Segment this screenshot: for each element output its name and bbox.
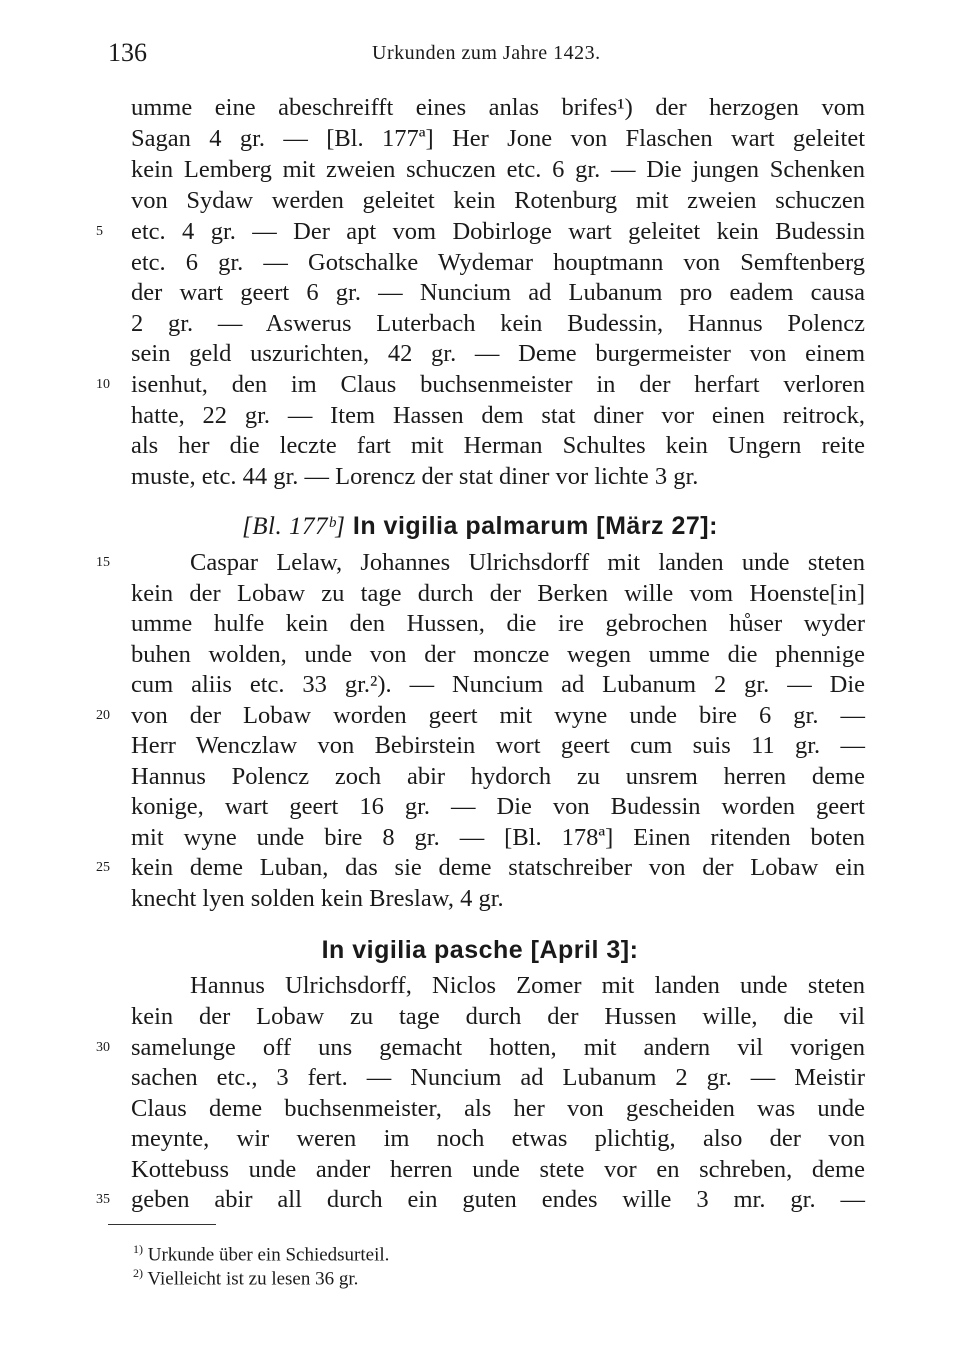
footnote-text: Vielleicht ist zu lesen 36 gr. [147,1268,359,1290]
text-line: muste, etc. 44 gr. — Lorencz der stat diner vor lichte 3 gr. [131,463,699,490]
text-line: kein deme Luban, das sie deme statschreiber von der Lobaw ein [131,854,865,881]
text-line: kein der Lobaw zu tage durch der Hussen wille, die vil [131,1003,865,1030]
text-line: kein Lemberg mit zweien schuczen etc. 6 gr. — Die jungen Schenken [131,156,865,183]
text-line: als her die leczte fart mit Herman Schultes kein Ungern reite [131,432,865,459]
text-line: 2 gr. — Aswerus Luterbach kein Budessin, Hannus Polencz [131,310,865,337]
footnote-2 [133,1262,358,1290]
section-heading-palmarum [0,512,960,541]
text-line: buhen wolden, unde von der moncze wegen umme die phennige [131,641,865,668]
text-line: von der Lobaw worden geert mit wyne unde bire 6 gr. — [131,702,865,729]
text-line: umme hulfe kein den Hussen, die ire gebrochen hůser wyder [131,610,865,637]
text-line: sein geld uszurichten, 42 gr. — Deme burgermeister von einem [131,340,865,367]
text-line: isenhut, den im Claus buchsenmeister in der herfart verloren [131,371,865,398]
footnote-mark: 2) [133,1266,143,1280]
footnote-divider [108,1224,216,1225]
running-title: Urkunden zum Jahre 1423. [372,42,601,64]
text-line: kein der Lobaw zu tage durch der Berken wille vom Hoenste[in] [131,580,865,607]
text-line: der wart geert 6 gr. — Nuncium ad Lubanum pro eadem causa [131,279,865,306]
text-line: Caspar Lelaw, Johannes Ulrichsdorff mit landen unde steten [190,549,865,576]
text-line: Hannus Ulrichsdorff, Niclos Zomer mit landen unde steten [190,972,865,999]
text-line: von Sydaw werden geleitet kein Rotenburg mit zweien schuczen [131,187,865,214]
text-line: Kottebuss unde ander herren unde stete vor en schreben, deme [131,1156,865,1183]
text-line: Claus deme buchsenmeister, als her von gescheiden was unde [131,1095,865,1122]
text-line: sachen etc., 3 fert. — Nuncium ad Lubanum 2 gr. — Meistir [131,1064,865,1091]
text-line: Sagan 4 gr. — [Bl. 177ª] Her Jone von Flaschen wart geleitet [131,125,865,152]
text-line: konige, wart geert 16 gr. — Die von Budessin worden geert [131,793,865,820]
footnote-text: Urkunde über ein Schiedsurteil. [147,1244,390,1266]
text-line: etc. 6 gr. — Gotschalke Wydemar houptmann von Semftenberg [131,249,865,276]
heading-text: In vigilia pasche [April 3]: [321,936,639,964]
folio-reference: [Bl. 177ᵇ] [242,513,346,540]
text-line: mit wyne unde bire 8 gr. — [Bl. 178ª] Einen ritenden boten [131,824,865,851]
text-line: etc. 4 gr. — Der apt vom Dobirloge wart geleitet kein Budessin [131,218,865,245]
running-head [0,38,960,68]
text-line: umme eine abeschreifft eines anlas brifes¹) der herzogen vom [131,94,865,121]
page-number: 136 [108,38,147,67]
line-number: 5 [96,224,103,239]
text-line: meynte, wir weren im noch etwas plichtig, also der von [131,1125,865,1152]
line-number: 35 [96,1192,110,1207]
line-number: 30 [96,1040,110,1055]
text-line: geben abir all durch ein guten endes wille 3 mr. gr. — [131,1186,865,1213]
footnote-mark: 1) [133,1242,143,1256]
heading-text: In vigilia palmarum [März 27]: [352,512,718,540]
text-line: cum aliis etc. 33 gr.²). — Nuncium ad Lubanum 2 gr. — Die [131,671,865,698]
line-number: 20 [96,708,110,723]
text-line: Herr Wenczlaw von Bebirstein wort geert cum suis 11 gr. — [131,732,865,759]
text-line: samelunge off uns gemacht hotten, mit andern vil vorigen [131,1034,865,1061]
line-number: 15 [96,555,110,570]
line-number: 10 [96,377,110,392]
text-line: knecht lyen solden kein Breslaw, 4 gr. [131,885,504,912]
text-line: hatte, 22 gr. — Item Hassen dem stat diner vor einen reitrock, [131,402,865,429]
section-heading-pasche [0,936,960,965]
text-line: Hannus Polencz zoch abir hydorch zu unsrem herren deme [131,763,865,790]
line-number: 25 [96,860,110,875]
